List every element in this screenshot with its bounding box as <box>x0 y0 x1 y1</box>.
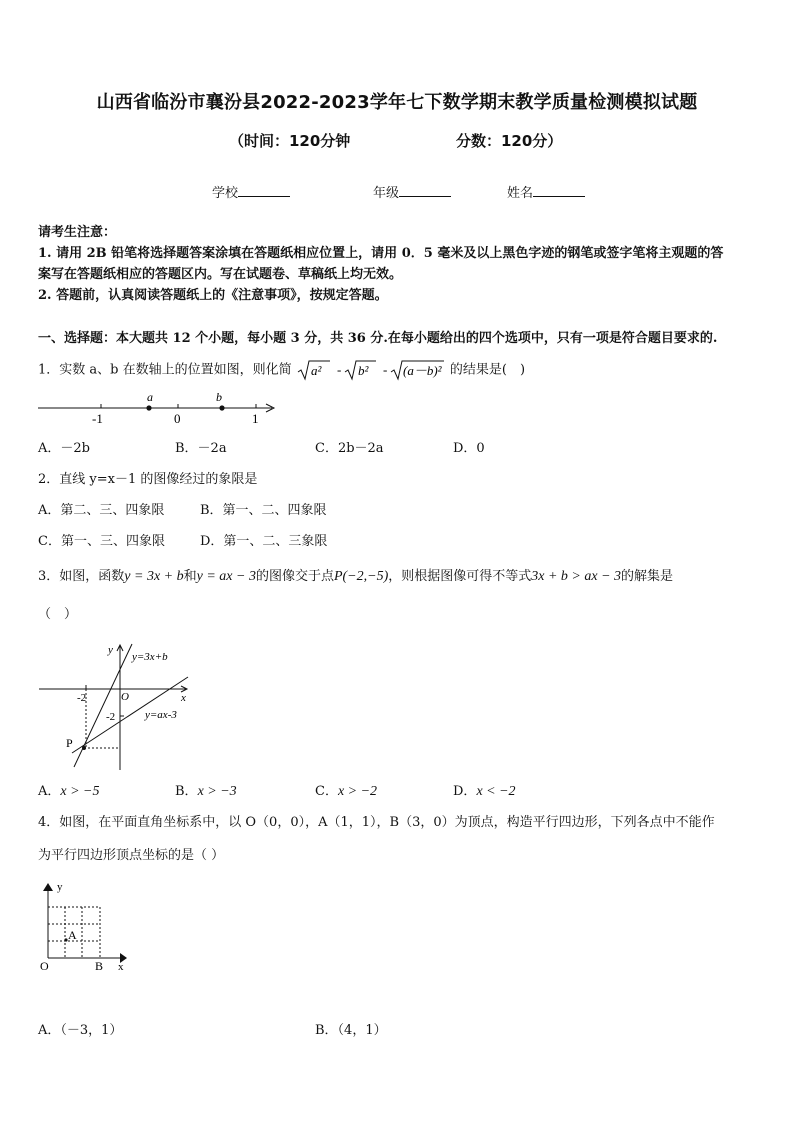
q1-option-d[interactable]: D．0 <box>453 441 485 456</box>
q3-function-1: y = 3x + b <box>124 569 184 584</box>
q3-prefix: 3．如图，函数 <box>38 569 125 584</box>
q1-expr-3: (a－b)² <box>402 363 442 378</box>
q3-option-d[interactable] <box>453 780 516 800</box>
q4-x-label: x <box>118 961 124 973</box>
q3-function-2: y = ax − 3 <box>196 569 256 584</box>
q3-y-neg2-label: -2 <box>106 711 116 723</box>
q4-origin-label: O <box>40 959 49 973</box>
q3-option-c-label: C． <box>315 784 338 799</box>
q4-y-label: y <box>57 881 63 893</box>
q3-and: 和 <box>183 569 197 584</box>
question-1 <box>38 358 525 382</box>
q1-expr-2: b² <box>357 363 369 378</box>
notice-line-1a: 1. 请用 2B 铅笔将选择题答案涂填在答题纸相应位置上，请用 0．5 毫米及以上黑色字迹的钢笔或签字笔将主观题的答 <box>38 246 724 261</box>
q1-minus-2: - <box>382 362 388 377</box>
question-4-line-2: 为平行四边形顶点坐标的是（ ） <box>38 848 225 863</box>
notice-line-1b: 案写在答题纸相应的答题区内。写在试题卷、草稿纸上均无效。 <box>38 267 403 282</box>
q3-paren: （ ） <box>38 607 78 622</box>
q1-option-a[interactable]: A．－2b <box>38 441 90 456</box>
q3-option-b-math: x > −3 <box>197 784 237 799</box>
q3-option-a-math: x > −5 <box>60 784 100 799</box>
notice-heading: 请考生注意： <box>38 225 117 240</box>
exam-score: 分数：120分） <box>456 132 563 150</box>
q3-option-d-label: D． <box>453 784 477 799</box>
q4-a-label: A <box>68 928 77 942</box>
q3-option-c-math: x > −2 <box>337 784 378 799</box>
q3-option-a[interactable] <box>38 780 100 800</box>
point-a-label: a <box>147 390 153 404</box>
q3-y-label: y <box>108 644 113 656</box>
q3-suffix: 的解集是 <box>621 569 674 584</box>
q3-inequality: 3x + b > ax − 3 <box>531 569 622 584</box>
q1-minus-1: - <box>336 362 342 377</box>
q2-option-d[interactable]: D．第一、二、三象限 <box>200 534 328 549</box>
tick-label-1: 1 <box>252 411 259 426</box>
q1-prefix: 1．实数 a、b 在数轴上的位置如图，则化简 <box>38 362 292 378</box>
q3-mid: 的图像交于点 <box>255 569 334 584</box>
school-label: 学校 <box>212 186 239 201</box>
school-blank[interactable] <box>238 184 290 197</box>
q3-graph <box>36 640 196 775</box>
q1-option-c[interactable]: C．2b－2a <box>315 441 384 456</box>
q4-option-b[interactable]: B．（4，1） <box>315 1023 387 1038</box>
q3-point-p <box>82 746 86 750</box>
point-b-label: b <box>216 390 222 404</box>
q1-radical-expression <box>296 358 446 382</box>
section-heading: 一、选择题：本大题共 12 个小题，每小题 3 分，共 36 分.在每小题给出的四个选项中，只有一项是符合题目要求的. <box>38 331 718 346</box>
q2-option-c[interactable]: C．第一、三、四象限 <box>38 534 165 549</box>
exam-time: （时间：120分钟 <box>229 132 351 150</box>
q1-expr-1: a² <box>310 363 322 378</box>
q2-option-b[interactable]: B．第一、二、四象限 <box>200 503 327 518</box>
name-field <box>507 182 585 201</box>
q4-graph <box>36 878 131 976</box>
q3-option-b[interactable] <box>175 780 237 800</box>
point-a <box>146 405 151 410</box>
notice <box>38 222 723 306</box>
grade-label: 年级 <box>373 186 400 201</box>
q4-y-arrow-icon <box>43 883 53 891</box>
question-4-line-1: 4．如图，在平面直角坐标系中，以 O（0，0），A（1，1），B（3，0）为顶点，构造平行四边形，下列各点中不能作 <box>38 815 715 830</box>
q4-option-a[interactable]: A．（－3，1） <box>38 1023 123 1038</box>
q3-x-label: x <box>181 692 186 704</box>
question-3 <box>38 565 673 585</box>
q3-option-d-math: x < −2 <box>476 784 516 799</box>
q1-suffix: 的结果是( ) <box>449 362 526 378</box>
grade-blank[interactable] <box>399 184 451 197</box>
point-b <box>219 405 224 410</box>
q1-number-line <box>36 388 281 426</box>
question-2: 2．直线 y=x－1 的图像经过的象限是 <box>38 472 258 487</box>
q1-option-b[interactable]: B．－2a <box>175 441 227 456</box>
q4-b-label: B <box>95 959 104 973</box>
grade-field <box>373 182 451 201</box>
notice-line-2: 2. 答题前，认真阅读答题纸上的《注意事项》，按规定答题。 <box>38 288 388 303</box>
page-title: 山西省临汾市襄汾县2022-2023学年七下数学期末教学质量检测模拟试题 <box>96 92 698 113</box>
q2-option-a[interactable]: A．第二、三、四象限 <box>38 503 165 518</box>
q3-mid2: ，则根据图像可得不等式 <box>388 569 532 584</box>
q3-line-1-label: y=3x+b <box>132 651 168 663</box>
tick-label-0: 0 <box>174 411 181 426</box>
q3-point: P(−2,−5) <box>333 569 389 584</box>
q3-option-c[interactable] <box>315 780 377 800</box>
tick-label-neg1: -1 <box>92 411 103 426</box>
name-blank[interactable] <box>533 184 585 197</box>
q3-option-a-label: A． <box>38 784 61 799</box>
q3-x-neg2-label: -2 <box>77 692 87 704</box>
q3-option-b-label: B． <box>175 784 198 799</box>
q3-line-2-label: y=ax-3 <box>145 709 177 721</box>
school-field <box>212 182 290 201</box>
q3-origin-label: O <box>121 691 129 703</box>
q3-p-label: P <box>66 736 73 750</box>
name-label: 姓名 <box>507 186 534 201</box>
